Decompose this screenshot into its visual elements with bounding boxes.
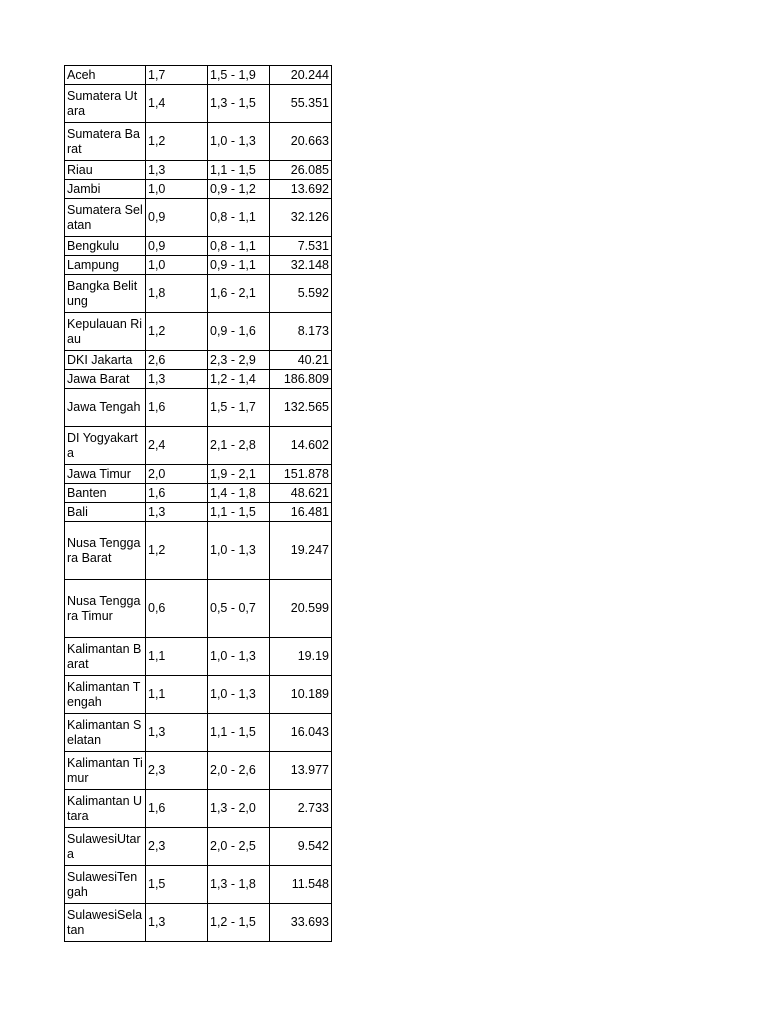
count-cell-text: 19.247 <box>290 543 329 557</box>
value-cell <box>146 484 208 503</box>
range-cell <box>208 714 270 752</box>
count-cell <box>270 161 332 180</box>
table-row <box>65 427 332 465</box>
count-cell <box>270 427 332 465</box>
province-cell <box>65 828 146 866</box>
value-cell <box>146 256 208 275</box>
table-row <box>65 370 332 389</box>
count-cell <box>270 256 332 275</box>
count-cell-text: 32.148 <box>290 257 329 272</box>
count-cell-text: 10.189 <box>290 687 329 701</box>
province-cell-text: Kalimantan Utara <box>67 793 143 823</box>
value-cell <box>146 503 208 522</box>
count-cell <box>270 828 332 866</box>
table-row <box>65 790 332 828</box>
province-cell <box>65 427 146 465</box>
value-cell-text: 1,3 <box>148 162 166 177</box>
table-row <box>65 714 332 752</box>
province-cell-text: Bangka Belitung <box>67 278 138 308</box>
count-cell <box>270 580 332 638</box>
province-cell-text: Jawa Tengah <box>67 400 141 414</box>
province-cell-text: Nusa Tenggara Timur <box>67 593 141 623</box>
range-cell <box>208 790 270 828</box>
province-cell <box>65 199 146 237</box>
table-row <box>65 123 332 161</box>
value-cell <box>146 752 208 790</box>
count-cell-text: 14.602 <box>290 438 329 452</box>
range-cell-text: 2,0 - 2,5 <box>210 839 256 853</box>
count-cell <box>270 522 332 580</box>
province-cell <box>65 180 146 199</box>
province-cell-text: Banten <box>67 485 107 500</box>
count-cell <box>270 714 332 752</box>
range-cell-text: 1,0 - 1,3 <box>210 687 256 701</box>
range-cell-text: 1,6 - 2,1 <box>210 286 256 300</box>
range-cell-text: 1,0 - 1,3 <box>210 543 256 557</box>
province-cell <box>65 237 146 256</box>
count-cell <box>270 752 332 790</box>
value-cell-text: 1,6 <box>148 400 166 414</box>
table-row <box>65 66 332 85</box>
value-cell-text: 1,6 <box>148 801 166 815</box>
range-cell <box>208 389 270 427</box>
value-cell-text: 1,2 <box>148 543 166 557</box>
province-cell <box>65 866 146 904</box>
value-cell-text: 1,3 <box>148 371 166 386</box>
count-cell-text: 20.244 <box>290 67 329 82</box>
table-row <box>65 313 332 351</box>
range-cell <box>208 256 270 275</box>
province-cell <box>65 676 146 714</box>
province-cell-text: Sumatera Selatan <box>67 202 143 232</box>
value-cell <box>146 237 208 256</box>
value-cell <box>146 714 208 752</box>
table-row <box>65 638 332 676</box>
range-cell-text: 0,8 - 1,1 <box>210 210 256 224</box>
province-cell-text: DKI Jakarta <box>67 352 133 367</box>
table-row <box>65 484 332 503</box>
range-cell-text: 2,0 - 2,6 <box>210 763 256 777</box>
value-cell <box>146 370 208 389</box>
province-cell-text: Jambi <box>67 181 101 196</box>
range-cell-text: 1,2 - 1,4 <box>210 371 256 386</box>
range-cell-text: 2,1 - 2,8 <box>210 438 256 452</box>
province-cell <box>65 275 146 313</box>
value-cell-text: 0,9 <box>148 210 166 224</box>
province-cell-text: DI Yogyakarta <box>67 430 138 460</box>
count-cell-text: 151.878 <box>283 466 329 481</box>
province-cell <box>65 66 146 85</box>
count-cell-text: 7.531 <box>297 238 329 253</box>
range-cell-text: 0,8 - 1,1 <box>210 238 256 253</box>
table-row <box>65 752 332 790</box>
range-cell-text: 1,3 - 2,0 <box>210 801 256 815</box>
count-cell-text: 8.173 <box>297 324 329 338</box>
province-cell <box>65 85 146 123</box>
table-row <box>65 676 332 714</box>
value-cell <box>146 275 208 313</box>
count-cell-text: 11.548 <box>291 877 329 891</box>
range-cell <box>208 161 270 180</box>
table-row <box>65 866 332 904</box>
value-cell-text: 2,3 <box>148 839 166 853</box>
table-row <box>65 904 332 942</box>
value-cell-text: 1,2 <box>148 134 166 148</box>
province-cell-text: Kalimantan Selatan <box>67 717 142 747</box>
province-cell <box>65 256 146 275</box>
province-cell-text: SulawesiUtara <box>67 831 141 861</box>
count-cell <box>270 199 332 237</box>
table-row <box>65 256 332 275</box>
value-cell-text: 1,5 <box>148 877 166 891</box>
count-cell <box>270 866 332 904</box>
value-cell <box>146 123 208 161</box>
table-row <box>65 389 332 427</box>
value-cell <box>146 66 208 85</box>
province-cell-text: Sumatera Barat <box>67 126 140 156</box>
table-row <box>65 522 332 580</box>
value-cell-text: 2,4 <box>148 438 166 452</box>
table-row <box>65 161 332 180</box>
province-cell <box>65 484 146 503</box>
count-cell <box>270 123 332 161</box>
province-cell-text: Bengkulu <box>67 238 120 253</box>
table-row <box>65 580 332 638</box>
province-cell-text: SulawesiTengah <box>67 869 138 899</box>
count-cell <box>270 237 332 256</box>
range-cell-text: 1,0 - 1,3 <box>210 134 256 148</box>
range-cell-text: 1,9 - 2,1 <box>210 466 256 481</box>
count-cell-text: 2.733 <box>297 801 329 815</box>
province-cell-text: Kalimantan Barat <box>67 641 142 671</box>
range-cell <box>208 503 270 522</box>
count-cell <box>270 389 332 427</box>
range-cell-text: 1,1 - 1,5 <box>210 162 256 177</box>
value-cell <box>146 161 208 180</box>
province-cell <box>65 123 146 161</box>
count-cell-text: 55.351 <box>290 96 329 110</box>
province-cell <box>65 503 146 522</box>
count-cell-text: 19.19 <box>297 649 329 663</box>
count-cell <box>270 370 332 389</box>
range-cell-text: 0,9 - 1,2 <box>210 181 256 196</box>
range-cell-text: 1,3 - 1,8 <box>210 877 256 891</box>
value-cell <box>146 676 208 714</box>
table-row <box>65 199 332 237</box>
province-cell-text: Sumatera Utara <box>67 88 138 118</box>
province-cell-text: Kalimantan Tengah <box>67 679 141 709</box>
table-row <box>65 503 332 522</box>
range-cell <box>208 465 270 484</box>
table-row <box>65 85 332 123</box>
range-cell-text: 1,1 - 1,5 <box>210 725 256 739</box>
value-cell <box>146 638 208 676</box>
value-cell <box>146 351 208 370</box>
count-cell <box>270 85 332 123</box>
table-row <box>65 275 332 313</box>
range-cell-text: 0,5 - 0,7 <box>210 601 256 615</box>
value-cell-text: 1,0 <box>148 181 166 196</box>
table-row <box>65 351 332 370</box>
range-cell <box>208 676 270 714</box>
province-cell-text: Nusa Tenggara Barat <box>67 535 141 565</box>
value-cell-text: 2,0 <box>148 466 166 481</box>
range-cell <box>208 370 270 389</box>
range-cell-text: 1,0 - 1,3 <box>210 649 256 663</box>
range-cell-text: 1,3 - 1,5 <box>210 96 256 110</box>
range-cell <box>208 351 270 370</box>
province-cell <box>65 638 146 676</box>
range-cell <box>208 85 270 123</box>
count-cell <box>270 790 332 828</box>
count-cell-text: 40.21 <box>297 352 329 367</box>
count-cell-text: 32.126 <box>290 210 329 224</box>
count-cell-text: 16.043 <box>290 725 329 739</box>
table-row <box>65 465 332 484</box>
province-data-table <box>64 65 332 942</box>
province-cell <box>65 465 146 484</box>
value-cell <box>146 522 208 580</box>
value-cell <box>146 580 208 638</box>
province-cell <box>65 790 146 828</box>
range-cell <box>208 484 270 503</box>
count-cell-text: 26.085 <box>290 162 329 177</box>
range-cell <box>208 904 270 942</box>
count-cell-text: 13.692 <box>290 181 329 196</box>
province-cell <box>65 161 146 180</box>
province-cell-text: Riau <box>67 162 93 177</box>
range-cell-text: 1,2 - 1,5 <box>210 915 256 929</box>
province-cell-text: Kalimantan Timur <box>67 755 143 785</box>
value-cell <box>146 180 208 199</box>
range-cell <box>208 866 270 904</box>
range-cell <box>208 180 270 199</box>
province-cell <box>65 389 146 427</box>
count-cell-text: 20.663 <box>290 134 329 148</box>
count-cell-text: 9.542 <box>297 839 329 853</box>
count-cell-text: 33.693 <box>290 915 329 929</box>
value-cell-text: 1,1 <box>148 649 166 663</box>
count-cell <box>270 66 332 85</box>
value-cell-text: 2,3 <box>148 763 166 777</box>
value-cell-text: 1,1 <box>148 687 166 701</box>
province-cell <box>65 714 146 752</box>
province-cell <box>65 522 146 580</box>
range-cell-text: 0,9 - 1,1 <box>210 257 256 272</box>
count-cell-text: 16.481 <box>290 504 329 519</box>
range-cell-text: 1,1 - 1,5 <box>210 504 256 519</box>
range-cell <box>208 752 270 790</box>
value-cell <box>146 790 208 828</box>
count-cell <box>270 180 332 199</box>
range-cell <box>208 199 270 237</box>
value-cell-text: 0,9 <box>148 238 166 253</box>
value-cell-text: 1,0 <box>148 257 166 272</box>
count-cell <box>270 503 332 522</box>
value-cell <box>146 313 208 351</box>
province-cell <box>65 370 146 389</box>
range-cell <box>208 275 270 313</box>
range-cell <box>208 427 270 465</box>
province-cell <box>65 313 146 351</box>
count-cell-text: 48.621 <box>290 485 329 500</box>
count-cell-text: 132.565 <box>283 400 329 414</box>
count-cell <box>270 351 332 370</box>
table-row <box>65 237 332 256</box>
value-cell-text: 1,8 <box>148 286 166 300</box>
count-cell-text: 5.592 <box>297 286 329 300</box>
value-cell-text: 1,3 <box>148 725 166 739</box>
count-cell <box>270 465 332 484</box>
value-cell-text: 1,3 <box>148 915 166 929</box>
value-cell <box>146 199 208 237</box>
count-cell <box>270 275 332 313</box>
count-cell <box>270 638 332 676</box>
province-cell <box>65 351 146 370</box>
range-cell-text: 1,5 - 1,7 <box>210 400 256 414</box>
range-cell <box>208 580 270 638</box>
province-cell <box>65 580 146 638</box>
count-cell <box>270 676 332 714</box>
count-cell-text: 186.809 <box>283 371 329 386</box>
province-cell <box>65 752 146 790</box>
value-cell-text: 2,6 <box>148 352 166 367</box>
count-cell <box>270 484 332 503</box>
value-cell <box>146 85 208 123</box>
value-cell-text: 1,3 <box>148 504 166 519</box>
range-cell <box>208 237 270 256</box>
value-cell-text: 1,6 <box>148 485 166 500</box>
value-cell <box>146 866 208 904</box>
value-cell-text: 0,6 <box>148 601 166 615</box>
range-cell <box>208 123 270 161</box>
value-cell-text: 1,4 <box>148 96 166 110</box>
count-cell-text: 13.977 <box>290 763 329 777</box>
range-cell <box>208 638 270 676</box>
province-cell-text: Aceh <box>67 67 96 82</box>
province-cell-text: Jawa Timur <box>67 466 131 481</box>
count-cell <box>270 904 332 942</box>
count-cell-text: 20.599 <box>290 601 329 615</box>
value-cell <box>146 465 208 484</box>
range-cell-text: 0,9 - 1,6 <box>210 324 256 338</box>
range-cell-text: 2,3 - 2,9 <box>210 352 256 367</box>
province-cell-text: SulawesiSelatan <box>67 907 143 937</box>
province-cell-text: Bali <box>67 504 88 519</box>
table-row <box>65 180 332 199</box>
range-cell <box>208 66 270 85</box>
province-cell-text: Kepulauan Riau <box>67 316 143 346</box>
range-cell <box>208 313 270 351</box>
value-cell-text: 1,7 <box>148 67 166 82</box>
value-cell <box>146 389 208 427</box>
range-cell-text: 1,5 - 1,9 <box>210 67 256 82</box>
range-cell-text: 1,4 - 1,8 <box>210 485 256 500</box>
range-cell <box>208 522 270 580</box>
range-cell <box>208 828 270 866</box>
province-cell-text: Lampung <box>67 257 120 272</box>
value-cell <box>146 427 208 465</box>
value-cell-text: 1,2 <box>148 324 166 338</box>
province-cell <box>65 904 146 942</box>
count-cell <box>270 313 332 351</box>
value-cell <box>146 904 208 942</box>
table-row <box>65 828 332 866</box>
province-cell-text: Jawa Barat <box>67 371 130 386</box>
table-body <box>65 66 332 942</box>
value-cell <box>146 828 208 866</box>
